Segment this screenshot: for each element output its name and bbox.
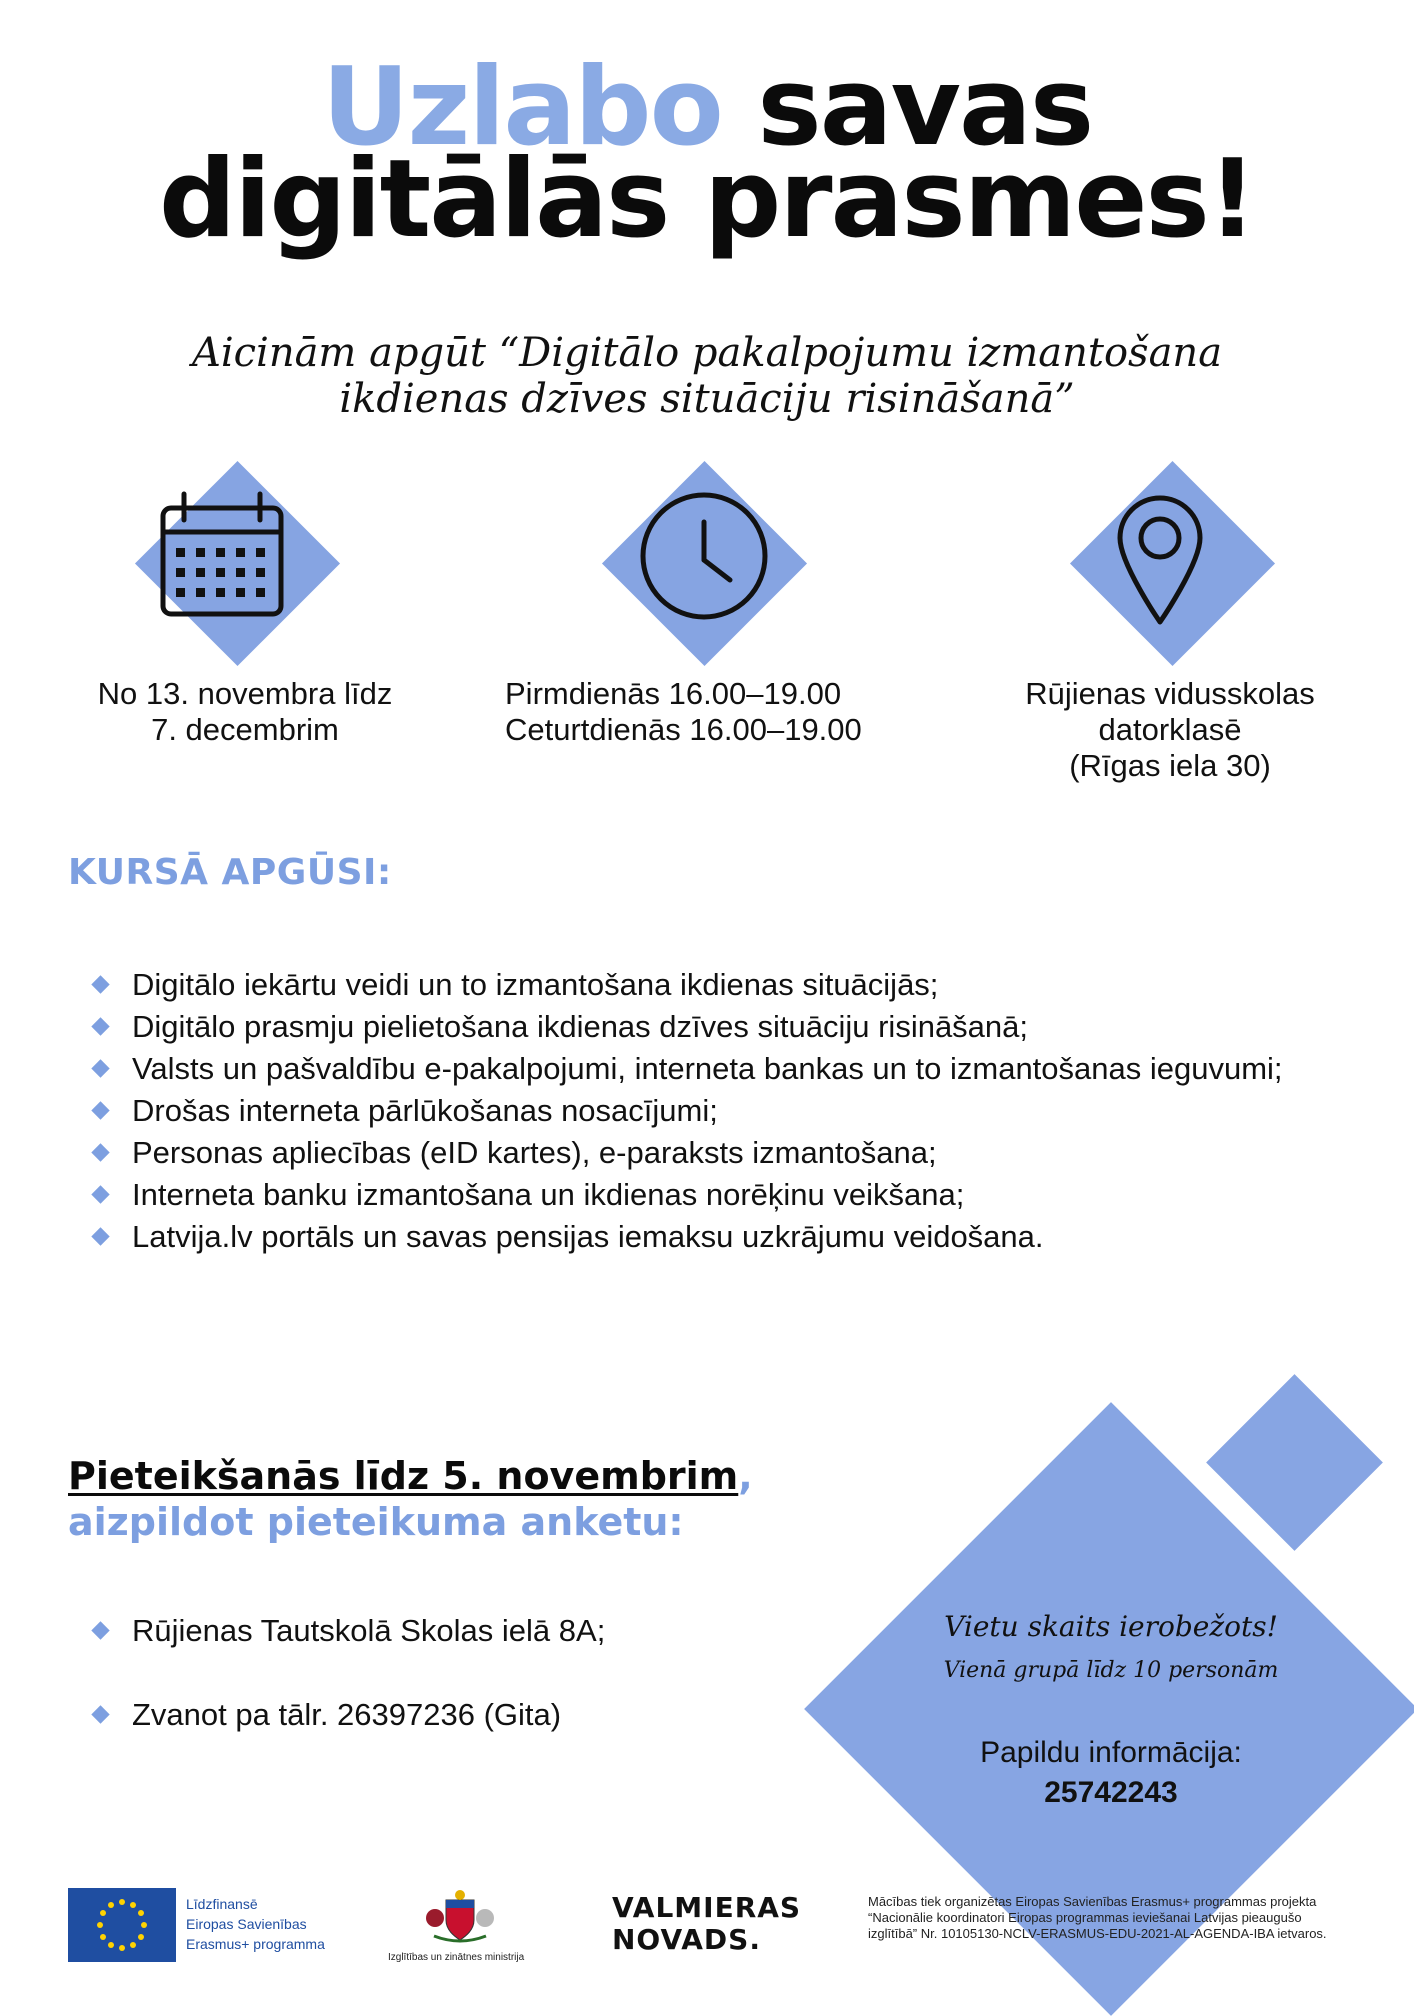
subtitle: [0, 330, 1414, 422]
ministry-text: Izglītības un zinātnes ministrija: [388, 1952, 525, 1963]
bullet-diamond-icon: [91, 1705, 109, 1723]
bullet-diamond-icon: [91, 1059, 109, 1077]
list-item: Valsts un pašvaldību e-pakalpojumi, interneta bankas un to izmantošanas ieguvumi;: [92, 1048, 1332, 1090]
bullet-diamond-icon: [91, 1185, 109, 1203]
notice-group: Vienā grupā līdz 10 personām: [943, 1658, 1279, 1683]
notice-more-info: Papildu informācija:: [980, 1736, 1242, 1769]
course-list: [92, 964, 1332, 1258]
time-line2: Ceturtdienās 16.00–19.00: [505, 712, 862, 747]
list-item: Interneta banku izmantošana un ikdienas norēķinu veikšana;: [92, 1174, 1332, 1216]
bullet-diamond-icon: [91, 1227, 109, 1245]
valmiera-logo: VALMIERAS NOVADS.: [612, 1891, 802, 1956]
place-line1: Rūjienas vidusskolas: [1025, 676, 1315, 711]
eu-flag-icon: [68, 1888, 176, 1962]
registration-method: aizpildot pieteikuma anketu:: [68, 1500, 684, 1544]
page-title: [0, 45, 1414, 262]
time-line1: Pirmdienās 16.00–19.00: [505, 676, 842, 711]
clock-icon: [638, 490, 770, 622]
registration-heading: [68, 1454, 753, 1498]
title-accent: Uzlabo: [321, 45, 722, 170]
place-line2: datorklasē: [1098, 712, 1242, 747]
place-info: [980, 676, 1360, 784]
bullet-diamond-icon: [91, 975, 109, 993]
list-item: Latvija.lv portāls un savas pensijas iemaksu uzkrājumu veidošana.: [92, 1216, 1332, 1258]
notice-phone: 25742243: [1044, 1776, 1178, 1809]
list-item: Rūjienas Tautskolā Skolas ielā 8A;: [92, 1610, 732, 1652]
list-item: Digitālo iekārtu veidi un to izmantošana ikdienas situācijās;: [92, 964, 1332, 1006]
calendar-icon: [156, 490, 288, 622]
eu-stars-icon: [68, 1888, 176, 1962]
bullet-diamond-icon: [91, 1017, 109, 1035]
date-line2: 7. decembrim: [151, 712, 339, 747]
subtitle-line2: ikdienas dzīves situāciju risināšanā”: [339, 376, 1075, 422]
list-item: Drošas interneta pārlūkošanas nosacījumi;: [92, 1090, 1332, 1132]
bullet-diamond-icon: [91, 1621, 109, 1639]
disclaimer-text: Mācības tiek organizētas Eiropas Savienības Erasmus+ programmas projekta “Nacionālie koordinatori Eiropas programmas ieviešanai Latvijas pieaugušo izglītībā” Nr. 10105130-NCLV-ERASMUS-EDU-2021-AL-AGENDA-IBA ietvaros.: [868, 1894, 1327, 1941]
title-line2: digitālās prasmes!: [159, 137, 1255, 262]
title-line1-rest: savas: [721, 45, 1093, 170]
bullet-diamond-icon: [91, 1101, 109, 1119]
date-info: [60, 676, 430, 748]
subtitle-line1: Aicinām apgūt “Digitālo pakalpojumu izmantošana: [191, 330, 1223, 376]
registration-deadline: Pieteikšanās līdz 5. novembrim: [68, 1454, 739, 1498]
notice-limited: Vietu skaits ierobežots!: [944, 1610, 1278, 1643]
latvia-coat-of-arms-icon: [420, 1888, 500, 1948]
course-heading: KURSĀ APGŪSI:: [68, 852, 392, 893]
bullet-diamond-icon: [91, 1143, 109, 1161]
time-info: [505, 676, 915, 748]
location-pin-icon: [1110, 494, 1210, 626]
eu-cofinance-text: Līdzfinansē Eiropas Savienības Erasmus+ programma: [186, 1896, 325, 1952]
list-item: Digitālo prasmju pielietošana ikdienas dzīves situāciju risināšanā;: [92, 1006, 1332, 1048]
place-line3: (Rīgas iela 30): [1069, 748, 1271, 783]
registration-comma: ,: [738, 1454, 753, 1498]
registration-list: [92, 1610, 732, 1736]
list-item: Personas apliecības (eID kartes), e-paraksts izmantošana;: [92, 1132, 1332, 1174]
list-item: Zvanot pa tālr. 26397236 (Gita): [92, 1694, 732, 1736]
date-line1: No 13. novembra līdz: [97, 676, 393, 711]
